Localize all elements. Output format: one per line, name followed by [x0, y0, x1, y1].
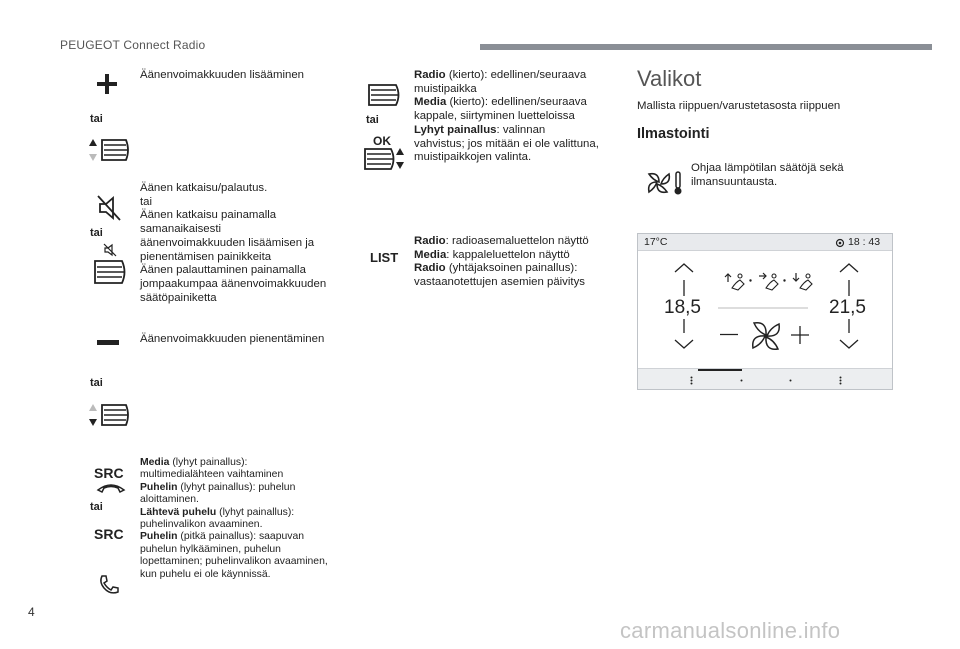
- climate-screen: [637, 233, 893, 390]
- header-bar: [480, 44, 932, 50]
- watermark: carmanualsonline.info: [620, 618, 841, 643]
- screen-divider: [718, 307, 808, 309]
- phone-icon: [98, 574, 120, 596]
- bottom-menu-icon-3[interactable]: [789, 379, 792, 382]
- src-text: Media (lyhyt painallus): multimedialähteen vaihtaminen Puhelin (lyhyt painallus): puhelun aloittaminen. Lähtevä puhelu (lyhyt painallus): puhelinvalikon avaaminen. Puhelin (pitkä painallus): saapuvan puhelun hylkääminen, puhelun lopettaminen; puhelinvalikon avaaminen, kun puhelu ei ole käynnissä.: [140, 457, 328, 580]
- radio-wheel-text: Radio (kierto): edellinen/seuraava muistipaikka Media (kierto): edellinen/seuraava kappale, siirtyminen luetteloissa Lyhyt painallus: valinnan vahvistus; jos mitään ei ole valittuna, muistipaikkojen valinta.: [414, 69, 599, 164]
- tai-label-4: tai: [90, 501, 103, 513]
- climate-fan-thermometer-icon: [645, 170, 685, 196]
- ok-label: OK: [373, 134, 391, 148]
- tai-label-2: tai: [90, 227, 103, 239]
- tai-label-5: tai: [366, 114, 379, 126]
- page-header-title: PEUGEOT Connect Radio: [60, 38, 206, 52]
- active-tab-indicator: [698, 369, 742, 372]
- right-temperature: 21,5: [829, 297, 866, 318]
- plus-icon: [95, 72, 119, 96]
- vol-up-text: Äänenvoimakkuuden lisääminen: [140, 69, 305, 81]
- phone-hangup-icon: [96, 482, 126, 494]
- steering-control-icon: [92, 258, 128, 286]
- airflow-feet-icon[interactable]: [792, 272, 816, 292]
- list-text: Radio: radioasemaluettelon näyttö Media: kappaleluettelon näyttö Radio (yhtäjaksoinen painallus): vastaanotettujen asemien päivitys: [414, 235, 589, 289]
- section-title: Valikot: [637, 66, 702, 91]
- gps-icon: [835, 238, 845, 248]
- page-number: 4: [28, 605, 35, 619]
- steering-control-updown-icon-2: [88, 402, 132, 428]
- fan-plus-icon[interactable]: [791, 326, 809, 344]
- screen-bottom-bar: [638, 368, 892, 389]
- bottom-menu-icon-4[interactable]: [839, 376, 842, 385]
- bottom-menu-icon-2[interactable]: [740, 379, 743, 382]
- left-temperature: 18,5: [664, 297, 701, 318]
- right-temp-up-icon[interactable]: [838, 262, 860, 274]
- outside-temperature: 17°C: [644, 236, 668, 248]
- section-subtitle: Mallista riippuen/varustetasosta riippuen: [637, 100, 841, 112]
- scroll-wheel-icon: [366, 82, 402, 108]
- left-temp-bar: [683, 280, 685, 296]
- left-temp-down-icon[interactable]: [673, 338, 695, 350]
- section-heading: Ilmastointi: [637, 126, 710, 142]
- tai-label-3: tai: [90, 377, 103, 389]
- scroll-wheel-updown-icon: [363, 146, 407, 172]
- src-label-1: SRC: [94, 465, 124, 481]
- mute-text: Äänen katkaisu/palautus. tai Äänen katkaisu painamalla samanaikaisesti äänenvoimakkuuden lisäämisen ja pienentämisen painikkeita Äänen palauttaminen painamalla jompaakumpaa äänenvoimakkuuden säätöpainiketta: [140, 182, 327, 304]
- src-label-2: SRC: [94, 526, 124, 542]
- vol-down-text: Äänenvoimakkuuden pienentäminen: [140, 333, 325, 345]
- left-temp-bar-2: [683, 319, 685, 333]
- airflow-dot-2: [783, 279, 786, 282]
- screen-clock: 18 : 43: [848, 236, 881, 248]
- steering-control-updown-icon: [88, 137, 132, 163]
- mute-speaker-icon: [96, 194, 122, 222]
- right-temp-down-icon[interactable]: [838, 338, 860, 350]
- airflow-face-icon[interactable]: [724, 272, 748, 292]
- airflow-dot-1: [749, 279, 752, 282]
- tai-label-1: tai: [90, 113, 103, 125]
- fan-minus-icon[interactable]: [720, 333, 738, 336]
- fan-icon: [750, 320, 782, 352]
- climate-desc: Ohjaa lämpötilan säätöjä sekä ilmansuuntausta.: [691, 162, 844, 188]
- airflow-body-icon[interactable]: [758, 272, 782, 292]
- right-temp-bar: [848, 280, 850, 296]
- left-temp-up-icon[interactable]: [673, 262, 695, 274]
- list-label: LIST: [370, 250, 399, 265]
- minus-icon: [97, 340, 119, 346]
- right-temp-bar-2: [848, 319, 850, 333]
- mute-small-icon: [103, 243, 117, 257]
- bottom-menu-icon-1[interactable]: [690, 376, 693, 385]
